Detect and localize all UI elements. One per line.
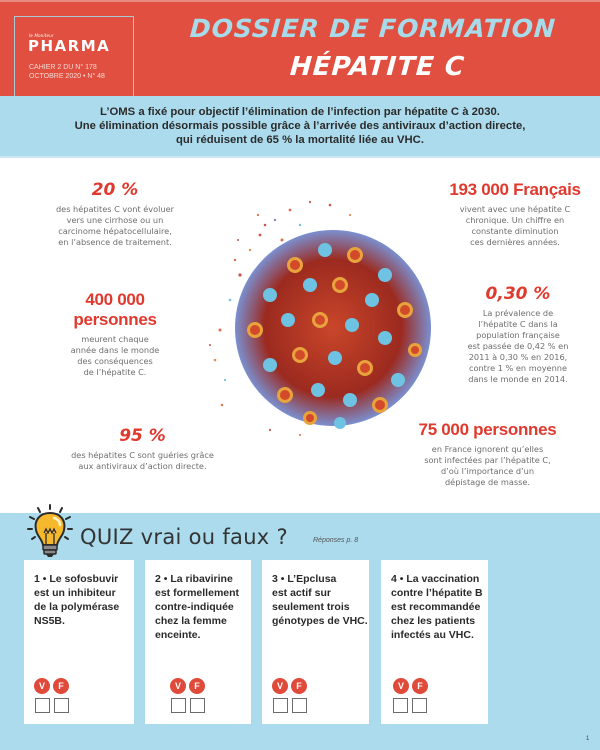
answer-checkboxes bbox=[171, 698, 205, 713]
intro-line: Une élimination désormais possible grâce à l’arrivée des antiviraux d’action directe, bbox=[74, 120, 526, 132]
stat-figure: 400 000 personnes bbox=[73, 290, 157, 329]
false-checkbox[interactable] bbox=[292, 698, 307, 713]
intro-band bbox=[0, 96, 600, 158]
stat-400000-deaths bbox=[50, 290, 180, 378]
false-checkbox[interactable] bbox=[412, 698, 427, 713]
key-figures-section bbox=[0, 158, 600, 513]
intro-line: qui réduisent de 65 % la mortalité liée au VHC. bbox=[176, 134, 424, 146]
stat-description: vivent avec une hépatite C chronique. Un chiffre en constante diminution ces dernières années. bbox=[459, 204, 571, 247]
false-badge: F bbox=[291, 678, 307, 694]
dossier-subject: HÉPATITE C bbox=[288, 52, 466, 82]
quiz-question: 3 • L’Epclusa est actif sur seulement trois génotypes de VHC. bbox=[272, 573, 368, 627]
stat-figure: 75 000 personnes bbox=[418, 420, 557, 439]
dossier-title: DOSSIER DE FORMATION bbox=[188, 14, 557, 43]
issue-line-2: OCTOBRE 2020 • N° 48 bbox=[29, 73, 105, 80]
answer-checkboxes bbox=[35, 698, 69, 713]
answer-checkboxes bbox=[393, 698, 427, 713]
stat-description: des hépatites C vont évoluer vers une cirrhose ou un carcinome hépatocellulaire, en l’absence de traitement. bbox=[55, 204, 175, 247]
magazine-logo-block bbox=[14, 16, 134, 98]
true-checkbox[interactable] bbox=[171, 698, 186, 713]
stat-95-percent bbox=[55, 426, 230, 472]
false-badge: F bbox=[53, 678, 69, 694]
lightbulb-icon bbox=[26, 503, 74, 559]
quiz-question: 1 • Le sofosbuvir est un inhibiteur de la polymérase NS5B. bbox=[34, 573, 120, 627]
intro-text bbox=[75, 105, 526, 147]
quiz-card-4 bbox=[381, 560, 488, 724]
true-checkbox[interactable] bbox=[273, 698, 288, 713]
quiz-section bbox=[0, 513, 600, 750]
false-checkbox[interactable] bbox=[190, 698, 205, 713]
stat-prevalence bbox=[448, 284, 588, 385]
header-banner bbox=[0, 0, 600, 96]
quiz-card-3 bbox=[262, 560, 369, 724]
true-badge: V bbox=[170, 678, 186, 694]
stat-description: La prévalence de l’hépatite C dans la population française est passée de 0,42 % en 2011 à 0,30 % en 2016, contre 1 % en moyenne dans le monde en 2014. bbox=[467, 308, 569, 384]
true-false-labels bbox=[170, 678, 205, 694]
stat-figure: 20 % bbox=[91, 180, 139, 200]
answer-checkboxes bbox=[273, 698, 307, 713]
quiz-title: QUIZ vrai ou faux ? bbox=[80, 525, 288, 549]
stat-20-percent bbox=[40, 180, 190, 248]
true-badge: V bbox=[393, 678, 409, 694]
stat-figure: 193 000 Français bbox=[449, 180, 581, 199]
stat-193000-french bbox=[440, 180, 590, 248]
quiz-question: 2 • La ribavirine est formellement contre-indiquée chez la femme enceinte. bbox=[155, 573, 240, 641]
stat-description: des hépatites C sont guéries grâce aux antiviraux d’action directe. bbox=[71, 450, 214, 471]
intro-line: L’OMS a fixé pour objectif l’élimination de l’infection par hépatite C à 2030. bbox=[100, 106, 500, 118]
stat-figure: 95 % bbox=[119, 426, 166, 446]
true-badge: V bbox=[34, 678, 50, 694]
true-checkbox[interactable] bbox=[35, 698, 50, 713]
true-false-labels bbox=[34, 678, 69, 694]
false-checkbox[interactable] bbox=[54, 698, 69, 713]
issue-line-1: CAHIER 2 DU N° 178 bbox=[29, 64, 97, 71]
page-number: 1 bbox=[586, 736, 590, 742]
quiz-question: 4 • La vaccination contre l’hépatite B est recommandée chez les patients infectés au VHC. bbox=[391, 573, 483, 641]
stat-75000-undiagnosed bbox=[395, 420, 580, 488]
true-checkbox[interactable] bbox=[393, 698, 408, 713]
logo-kicker: le Moniteur bbox=[29, 33, 54, 38]
logo-pharma: PHARMA bbox=[28, 37, 111, 55]
stat-figure: 0,30 % bbox=[485, 284, 551, 304]
quiz-answers-reference: Réponses p. 8 bbox=[313, 537, 359, 544]
true-false-labels bbox=[272, 678, 307, 694]
issue-info bbox=[29, 63, 105, 81]
true-badge: V bbox=[272, 678, 288, 694]
stat-description: meurent chaque année dans le monde des conséquences de l’hépatite C. bbox=[70, 334, 160, 377]
quiz-card-1 bbox=[24, 560, 134, 724]
stat-description: en France ignorent qu’elles sont infectées par l’hépatite C, d’où l’importance d’un dépistage de masse. bbox=[424, 444, 551, 487]
false-badge: F bbox=[189, 678, 205, 694]
quiz-card-2 bbox=[145, 560, 251, 724]
true-false-labels bbox=[393, 678, 428, 694]
false-badge: F bbox=[412, 678, 428, 694]
hepatitis-c-virus-illustration bbox=[200, 180, 440, 440]
